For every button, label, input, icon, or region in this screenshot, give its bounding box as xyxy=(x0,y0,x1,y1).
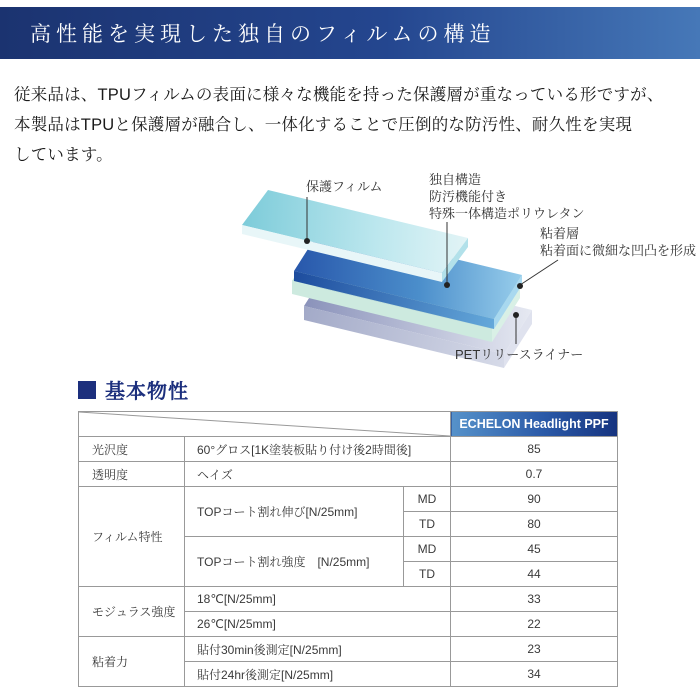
test-strength: TOPコート割れ強度 [N/25mm] xyxy=(185,537,404,587)
value-strength-md: 45 xyxy=(451,537,618,562)
test-adhesion-30min: 貼付30min後測定[N/25mm] xyxy=(185,637,451,662)
table-row xyxy=(79,637,618,662)
section-heading-text: 基本物性 xyxy=(105,381,189,403)
intro-line-3: しています。 xyxy=(14,146,113,164)
film-layers-illustration xyxy=(0,165,700,377)
category-modulus: モジュラス強度 xyxy=(79,587,185,637)
value-modulus-26: 22 xyxy=(451,612,618,637)
category-adhesion: 粘着力 xyxy=(79,637,185,687)
test-haze: ヘイズ xyxy=(185,462,451,487)
label-adhesive-line2: 粘着面に微細な凹凸を形成 xyxy=(540,243,697,258)
value-modulus-18: 33 xyxy=(451,587,618,612)
test-gloss: 60°グロス[1K塗装板貼り付け後2時間後] xyxy=(185,437,451,462)
label-unique-structure-line1: 独自構造 xyxy=(429,172,482,187)
table-row xyxy=(79,587,618,612)
category-film-properties: フィルム特性 xyxy=(79,487,185,587)
category-clarity: 透明度 xyxy=(79,462,185,487)
value-elongation-td: 80 xyxy=(451,512,618,537)
label-adhesive-line1: 粘着層 xyxy=(540,226,580,241)
diagonal-header-cell xyxy=(79,412,451,437)
value-haze: 0.7 xyxy=(451,462,618,487)
section-banner xyxy=(0,7,700,59)
diagonal-line xyxy=(79,412,450,436)
label-adhesive-layer xyxy=(540,225,696,259)
film-structure-diagram xyxy=(0,165,700,377)
sub-td: TD xyxy=(404,562,451,587)
value-elongation-md: 90 xyxy=(451,487,618,512)
value-gloss: 85 xyxy=(451,437,618,462)
label-unique-structure-line3: 特殊一体構造ポリウレタン xyxy=(429,206,585,221)
banner-title: 高性能を実現した独自のフィルムの構造 xyxy=(30,22,496,46)
square-bullet-icon xyxy=(78,381,96,399)
table-row xyxy=(79,487,618,512)
sub-md: MD xyxy=(404,537,451,562)
intro-line-2: 本製品はTPUと保護層が融合し、一体化することで圧倒的な防汚性、耐久性を実現 xyxy=(14,116,633,134)
label-pet-liner: PETリリースライナー xyxy=(455,347,584,362)
value-adhesion-30min: 23 xyxy=(451,637,618,662)
label-unique-structure xyxy=(429,171,584,222)
value-strength-td: 44 xyxy=(451,562,618,587)
value-adhesion-24hr: 34 xyxy=(451,662,618,687)
table-row xyxy=(79,462,618,487)
test-adhesion-24hr: 貼付24hr後測定[N/25mm] xyxy=(185,662,451,687)
intro-paragraph xyxy=(14,80,692,170)
table-row xyxy=(79,437,618,462)
test-modulus-26: 26℃[N/25mm] xyxy=(185,612,451,637)
section-heading xyxy=(78,375,189,404)
label-protect-film: 保護フィルム xyxy=(306,179,383,194)
sub-md: MD xyxy=(404,487,451,512)
basic-properties-table xyxy=(78,411,618,687)
intro-line-1: 従来品は、TPUフィルムの表面に様々な機能を持った保護層が重なっている形ですが、 xyxy=(14,86,664,104)
category-gloss: 光沢度 xyxy=(79,437,185,462)
sub-td: TD xyxy=(404,512,451,537)
test-modulus-18: 18℃[N/25mm] xyxy=(185,587,451,612)
table-header-row xyxy=(79,412,618,437)
product-column-header: ECHELON Headlight PPF xyxy=(451,412,618,437)
test-elongation: TOPコート割れ伸び[N/25mm] xyxy=(185,487,404,537)
label-unique-structure-line2: 防汚機能付き xyxy=(429,189,508,204)
